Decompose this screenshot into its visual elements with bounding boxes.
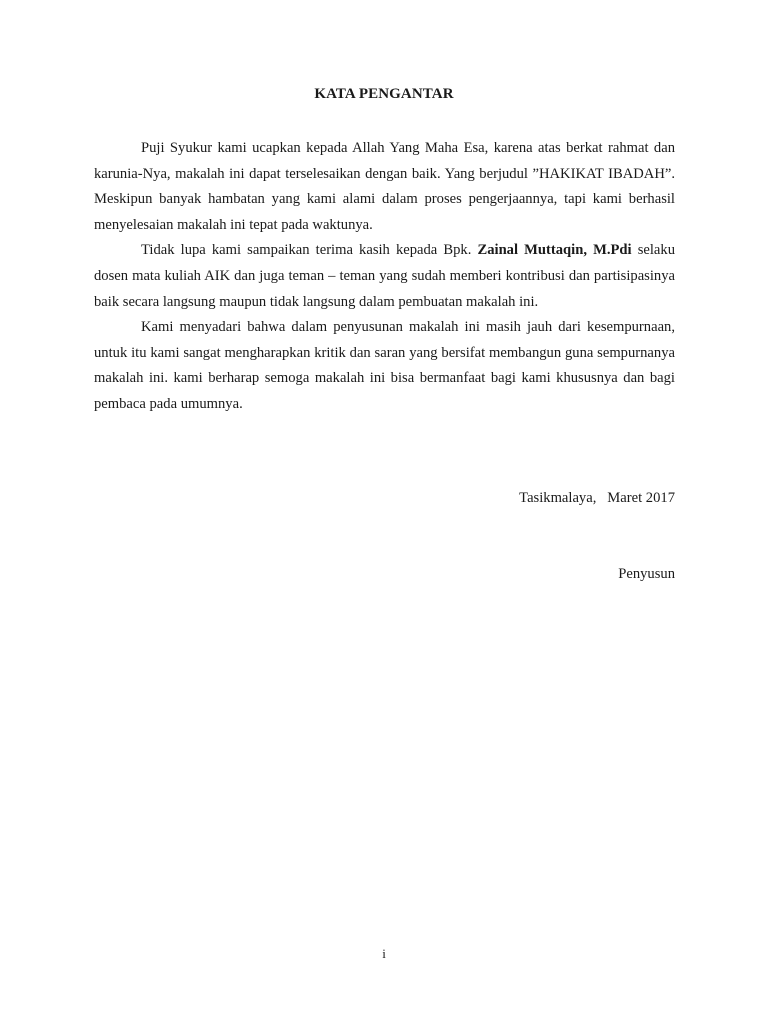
page-number: i (382, 946, 386, 961)
page-title: KATA PENGANTAR (314, 86, 454, 102)
paragraph-acknowledgement-intro (94, 136, 675, 238)
document-body (94, 136, 675, 418)
paragraph-text: Tidak lupa kami sampaikan terima kasih kepada Bpk. (141, 242, 478, 259)
paragraph-text: selaku dosen mata kuliah AIK dan juga teman – teman yang sudah memberi kontribusi dan partisipasinya baik secara langsung maupun tidak langsung dalam pembuatan makalah ini. (94, 242, 675, 310)
paragraph-text: Puji Syukur kami ucapkan kepada Allah Yang Maha Esa, karena atas berkat rahmat dan karunia-Nya, makalah ini dapat terselesaikan dengan baik. Yang berjudul ”HAKIKAT IBADAH”. Meskipun banyak hambatan yang kami alami dalam proses pengerjaannya, tapi kami berhasil menyelesaian makalah ini tepat pada waktunya. (94, 140, 675, 233)
paragraph-text: Kami menyadari bahwa dalam penyusunan makalah ini masih jauh dari kesempurnaan, untuk itu kami sangat mengharapkan kritik dan saran yang bersifat membangun guna sempurnanya makalah ini. kami berharap semoga makalah ini bisa bermanfaat bagi kami khususnya dan bagi pembaca pada umumnya. (94, 319, 675, 412)
lecturer-name: Zainal Muttaqin, M.Pdi (477, 242, 632, 259)
paragraph-closing (94, 315, 675, 417)
paragraph-thanks (94, 238, 675, 315)
author-signature: Penyusun (618, 566, 675, 582)
place-and-date: Tasikmalaya, Maret 2017 (519, 490, 675, 506)
